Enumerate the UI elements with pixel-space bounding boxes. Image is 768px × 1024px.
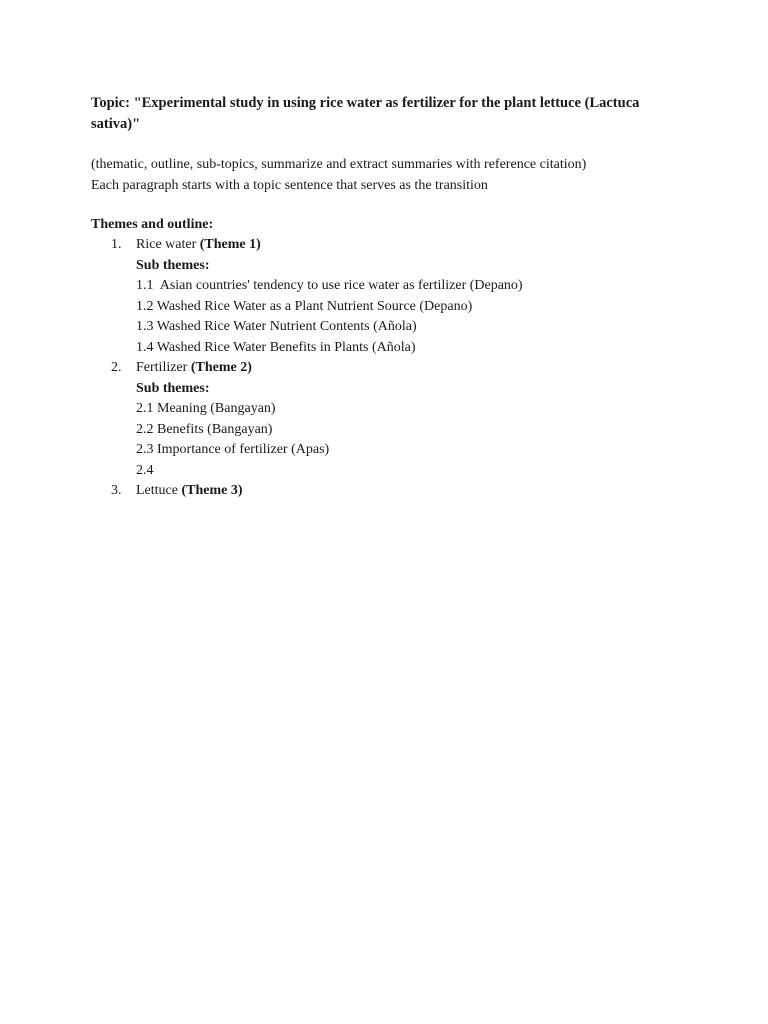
theme-name: Fertilizer bbox=[136, 360, 188, 375]
sub-theme-item: 2.3 Importance of fertilizer (Apas) bbox=[136, 442, 330, 457]
theme-number: 1. bbox=[111, 237, 122, 252]
theme-tag: (Theme 3) bbox=[181, 483, 243, 498]
sub-theme-item: 1.1 Asian countries' tendency to use rice water as fertilizer (Depano) bbox=[136, 278, 523, 293]
sub-themes-heading: Sub themes: bbox=[136, 380, 210, 396]
theme-name: Lettuce bbox=[136, 483, 178, 498]
theme-item bbox=[91, 481, 691, 502]
intro-block bbox=[91, 154, 691, 196]
sub-themes-heading: Sub themes: bbox=[136, 257, 210, 273]
theme-item bbox=[91, 235, 691, 358]
sub-theme-item: 1.2 Washed Rice Water as a Plant Nutrient Source (Depano) bbox=[136, 298, 473, 314]
themes-heading: Themes and outline: bbox=[91, 217, 214, 232]
topic-title: Topic: "Experimental study in using rice water as fertilizer for the plant lettuce (Lactuca sativa)" bbox=[91, 95, 640, 132]
theme-number: 2. bbox=[111, 360, 122, 375]
sub-theme-item: 2.2 Benefits (Bangayan) bbox=[136, 421, 273, 437]
sub-theme-item: 1.3 Washed Rice Water Nutrient Contents (Añola) bbox=[136, 319, 417, 334]
sub-theme-item: 2.1 Meaning (Bangayan) bbox=[136, 401, 276, 416]
intro-line: Each paragraph starts with a topic sentence that serves as the transition bbox=[91, 178, 488, 193]
sub-theme-item: 1.4 Washed Rice Water Benefits in Plants (Añola) bbox=[136, 339, 416, 355]
theme-name: Rice water bbox=[136, 237, 197, 252]
theme-number: 3. bbox=[111, 483, 122, 498]
sub-theme-item: 2.4 bbox=[136, 462, 154, 478]
theme-tag: (Theme 2) bbox=[190, 360, 252, 375]
theme-item bbox=[91, 358, 691, 481]
theme-tag: (Theme 1) bbox=[199, 237, 261, 252]
intro-line: (thematic, outline, sub-topics, summarize and extract summaries with reference citation) bbox=[91, 157, 587, 172]
document-page bbox=[91, 93, 691, 502]
themes-list bbox=[91, 235, 691, 502]
